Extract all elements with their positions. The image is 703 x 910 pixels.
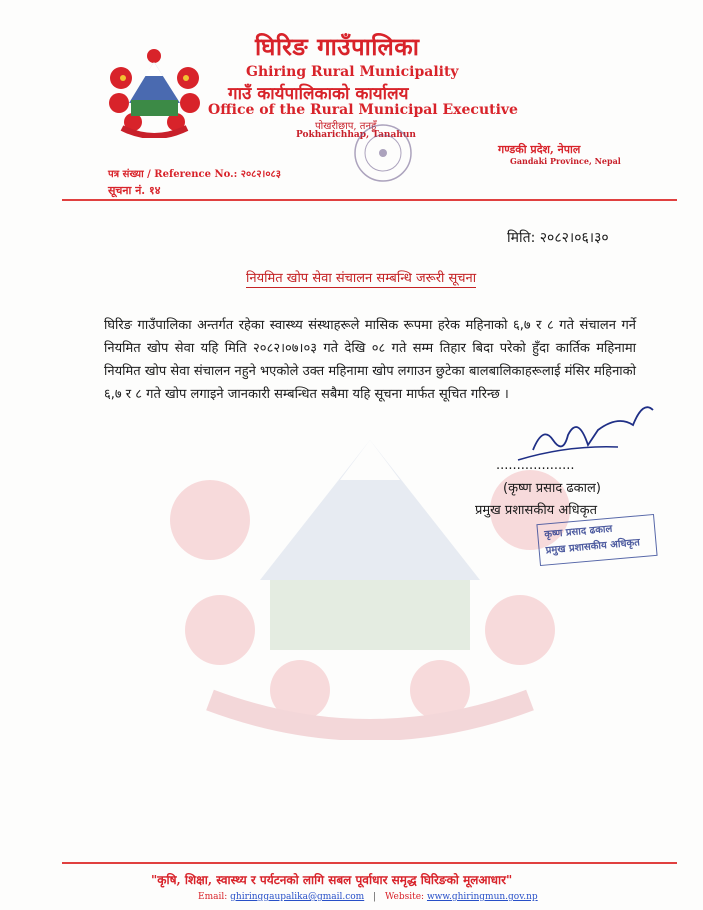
website-label: Website: bbox=[385, 892, 425, 902]
email-link[interactable]: ghiringgaupalika@gmail.com bbox=[230, 892, 365, 902]
notice-body: घिरिङ गाउँपालिका अन्तर्गत रहेका स्वास्थ्य संस्थाहरूले मासिक रूपमा हरेक महिनाको ६,७ र ८ गते संचालन गर्ने नियमित खोप सेवा यहि मिति २०८२।०७।०३ गते देखि ०८ गते सम्म तिहार बिदा परेको हुँदा कार्तिक महिनामा नियमित खोप सेवा संचालन नहुने भएकोले उक्त महिनामा खोप लगाउन छुटेका बालबालिकाहरूलाई मंसिर महिनाको ६,७ र ८ गते खोप लगाइने जानकारी सम्बन्धित सबैमा यहि सूचना मार्फत सूचित गरिन्छ । bbox=[104, 318, 636, 402]
officer-stamp bbox=[536, 514, 657, 566]
municipality-title-np: घिरिङ गाउँपालिका bbox=[255, 32, 420, 61]
signer-title: प्रमुख प्रशासकीय अधिकृत bbox=[475, 503, 598, 518]
municipality-title-en: Ghiring Rural Municipality bbox=[246, 64, 459, 80]
province-np: गण्डकी प्रदेश, नेपाल bbox=[498, 143, 581, 156]
office-title-en: Office of the Rural Municipal Executive bbox=[208, 102, 518, 118]
signature-line: ................... bbox=[496, 458, 575, 473]
address-en: Pokharichhap, Tanahun bbox=[296, 130, 416, 140]
letter-date: मिति: २०८२।०६।३० bbox=[507, 230, 609, 246]
reference-number: पत्र संख्या / Reference No.: २०८२।०८३ bbox=[108, 169, 281, 180]
header-divider bbox=[62, 199, 677, 201]
stamp-line-title: प्रमुख प्रशासकीय अधिकृत bbox=[545, 537, 641, 557]
footer-slogan: "कृषि, शिक्षा, स्वास्थ्य र पर्यटनको लागि सबल पूर्वाधार समृद्ध घिरिङको मूलआधार" bbox=[151, 873, 513, 887]
signer-name: (कृष्ण प्रसाद ढकाल) bbox=[503, 481, 601, 496]
office-title-np: गाउँ कार्यपालिकाको कार्यालय bbox=[228, 84, 409, 104]
footer-contact bbox=[198, 892, 538, 902]
footer-separator: | bbox=[373, 892, 377, 902]
stamp-line-name: कृष्ण प्रसाद ढकाल bbox=[543, 523, 613, 541]
province-en: Gandaki Province, Nepal bbox=[510, 156, 621, 166]
footer-divider bbox=[62, 862, 677, 864]
email-label: Email: bbox=[198, 892, 228, 902]
office-seal-stamp bbox=[352, 122, 414, 184]
nepal-emblem-icon bbox=[107, 48, 202, 138]
address-np: पोखरीछाप, तनहुँ bbox=[315, 121, 377, 132]
notice-number: सूचना नं. १४ bbox=[108, 184, 161, 197]
notice-subject: नियमित खोप सेवा संचालन सम्बन्धि जरूरी सूचना bbox=[246, 268, 476, 288]
website-link[interactable]: www.ghiringmun.gov.np bbox=[426, 892, 538, 902]
